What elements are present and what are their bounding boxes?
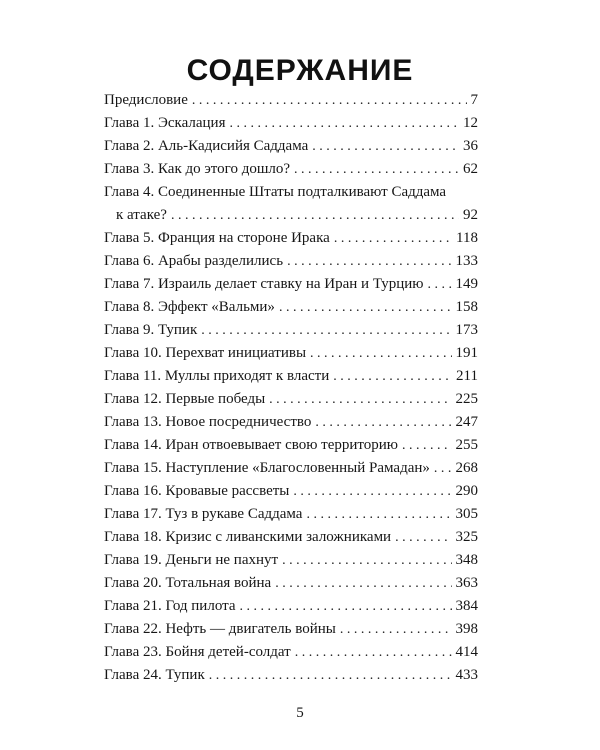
toc-entry-label: Глава 14. Иран отвоевывает свою территорию xyxy=(104,437,399,453)
toc-entry-page: 92 xyxy=(463,207,478,223)
dot-leader xyxy=(310,342,451,365)
toc-entry-label: Глава 23. Бойня детей-солдат xyxy=(104,644,291,660)
toc-entry-page: 191 xyxy=(455,345,478,361)
toc-entry[interactable] xyxy=(104,227,478,250)
toc-entry[interactable] xyxy=(104,480,478,503)
dot-leader xyxy=(306,503,451,526)
dot-leader xyxy=(279,296,452,319)
toc-entry-label: Глава 10. Перехват инициативы xyxy=(104,345,307,361)
toc-entry-label: Предисловие xyxy=(104,92,188,108)
toc-entry[interactable] xyxy=(104,549,478,572)
dot-leader xyxy=(312,135,459,158)
toc-entry-page: 384 xyxy=(455,598,478,614)
toc-entry[interactable] xyxy=(104,618,478,641)
toc-entry-label: Глава 7. Израиль делает ставку на Иран и Турцию xyxy=(104,276,424,292)
toc-entry-label-continued: к атаке? xyxy=(116,207,167,223)
toc-entry[interactable] xyxy=(104,572,478,595)
dot-leader xyxy=(230,112,460,135)
toc-entry-label: Глава 8. Эффект «Вальми» xyxy=(104,299,275,315)
toc-entry[interactable] xyxy=(104,319,478,342)
toc-entry-page: 149 xyxy=(455,276,478,292)
toc-entry-page: 290 xyxy=(455,483,478,499)
toc-entry-label: Глава 9. Тупик xyxy=(104,322,198,338)
toc-entry-page: 36 xyxy=(463,138,478,154)
toc-entry-line2[interactable] xyxy=(104,204,478,227)
dot-leader xyxy=(294,158,459,181)
toc-entry-label: Глава 15. Наступление «Благословенный Рамадан» xyxy=(104,460,430,476)
dot-leader xyxy=(287,250,451,273)
toc-entry-page: 62 xyxy=(463,161,478,177)
toc-entry-label: Глава 16. Кровавые рассветы xyxy=(104,483,290,499)
toc-entry-page: 305 xyxy=(455,506,478,522)
toc-entry[interactable] xyxy=(104,273,478,296)
toc-entry[interactable] xyxy=(104,457,478,480)
toc-entry-page: 348 xyxy=(455,552,478,568)
toc-entry[interactable] xyxy=(104,411,478,434)
toc-entry-page: 433 xyxy=(455,667,478,683)
toc-entry[interactable] xyxy=(104,89,478,112)
toc-entry[interactable] xyxy=(104,342,478,365)
toc-entry-page: 12 xyxy=(463,115,478,131)
toc-entry[interactable] xyxy=(104,158,478,181)
toc-entry-page: 158 xyxy=(455,299,478,315)
dot-leader xyxy=(275,572,451,595)
toc-entry[interactable] xyxy=(104,388,478,411)
toc-entry-page: 133 xyxy=(455,253,478,269)
dot-leader xyxy=(333,365,452,388)
dot-leader xyxy=(171,204,459,227)
dot-leader xyxy=(295,641,452,664)
toc-entry-line1[interactable] xyxy=(104,181,478,204)
toc-entry-page: 247 xyxy=(455,414,478,430)
dot-leader xyxy=(340,618,452,641)
toc-entry[interactable] xyxy=(104,250,478,273)
page-title: СОДЕРЖАНИЕ xyxy=(186,54,414,88)
toc-entry-page: 211 xyxy=(456,368,478,384)
toc-entry-label: Глава 24. Тупик xyxy=(104,667,205,683)
toc-entry-label: Глава 21. Год пилота xyxy=(104,598,236,614)
table-of-contents xyxy=(104,89,478,687)
toc-entry-page: 325 xyxy=(455,529,478,545)
toc-entry-page: 225 xyxy=(455,391,478,407)
toc-entry[interactable] xyxy=(104,526,478,549)
toc-entry[interactable] xyxy=(104,595,478,618)
dot-leader xyxy=(201,319,451,342)
dot-leader xyxy=(315,411,451,434)
toc-entry[interactable] xyxy=(104,434,478,457)
toc-entry[interactable] xyxy=(104,135,478,158)
toc-entry[interactable] xyxy=(104,365,478,388)
toc-entry-label: Глава 1. Эскалация xyxy=(104,115,226,131)
toc-entry-label: Глава 19. Деньги не пахнут xyxy=(104,552,279,568)
toc-entry[interactable] xyxy=(104,296,478,319)
toc-entry[interactable] xyxy=(104,664,478,687)
toc-entry-label: Глава 18. Кризис с ливанскими заложниками xyxy=(104,529,392,545)
toc-entry[interactable] xyxy=(104,641,478,664)
toc-entry-label: Глава 11. Муллы приходят к власти xyxy=(104,368,330,384)
toc-entry[interactable] xyxy=(104,112,478,135)
toc-entry-label: Глава 20. Тотальная война xyxy=(104,575,272,591)
dot-leader xyxy=(209,664,452,687)
toc-entry-page: 118 xyxy=(456,230,478,246)
toc-entry-label: Глава 3. Как до этого дошло? xyxy=(104,161,291,177)
dot-leader xyxy=(293,480,451,503)
toc-entry-page: 268 xyxy=(455,460,478,476)
dot-leader xyxy=(334,227,452,250)
toc-entry-page: 363 xyxy=(455,575,478,591)
toc-entry-page: 414 xyxy=(455,644,478,660)
toc-entry-page: 173 xyxy=(455,322,478,338)
dot-leader xyxy=(428,273,452,296)
dot-leader xyxy=(192,89,467,112)
page-number: 5 xyxy=(296,705,304,721)
dot-leader xyxy=(395,526,451,549)
toc-entry-label: Глава 12. Первые победы xyxy=(104,391,266,407)
dot-leader xyxy=(402,434,451,457)
toc-entry-page: 255 xyxy=(455,437,478,453)
toc-entry-page: 398 xyxy=(455,621,478,637)
toc-entry-label: Глава 22. Нефть — двигатель войны xyxy=(104,621,336,637)
toc-entry-page: 7 xyxy=(470,92,478,108)
dot-leader xyxy=(269,388,451,411)
toc-entry-label: Глава 5. Франция на стороне Ирака xyxy=(104,230,330,246)
dot-leader xyxy=(240,595,452,618)
dot-leader xyxy=(434,457,452,480)
toc-entry-label: Глава 6. Арабы разделились xyxy=(104,253,284,269)
toc-entry-label: Глава 17. Туз в рукаве Саддама xyxy=(104,506,303,522)
toc-entry-label: Глава 2. Аль-Кадисийя Саддама xyxy=(104,138,309,154)
toc-entry-label: Глава 4. Соединенные Штаты подталкивают Саддама xyxy=(104,184,447,200)
dot-leader xyxy=(282,549,451,572)
toc-entry-label: Глава 13. Новое посредничество xyxy=(104,414,312,430)
toc-entry[interactable] xyxy=(104,503,478,526)
